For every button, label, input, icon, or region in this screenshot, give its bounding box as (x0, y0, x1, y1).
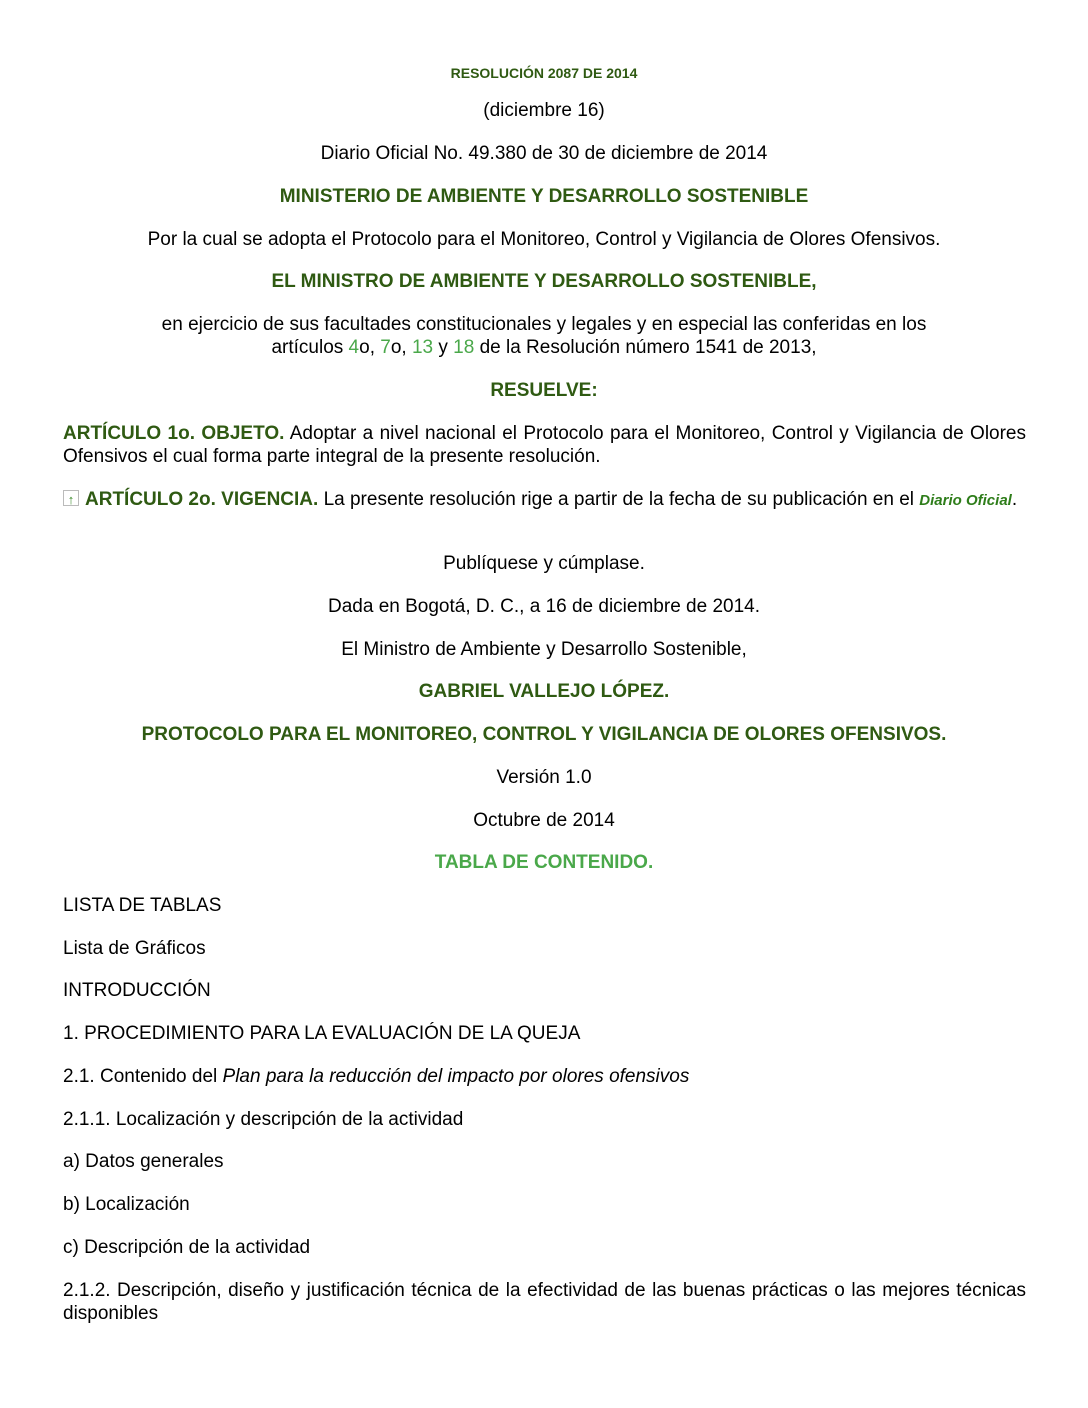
toc-item (63, 1066, 689, 1088)
ministerio-heading: MINISTERIO DE AMBIENTE Y DESARROLLO SOSTENIBLE (279, 186, 809, 207)
articulo-1-label: ARTÍCULO 1o. OBJETO. (63, 423, 285, 444)
toc-item: c) Descripción de la actividad (63, 1237, 311, 1258)
protocolo-title: PROTOCOLO PARA EL MONITOREO, CONTROL Y VIGILANCIA DE OLORES OFENSIVOS. (141, 724, 947, 745)
dada-line: Dada en Bogotá, D. C., a 16 de diciembre de 2014. (328, 596, 760, 617)
facultades-suffix: de la Resolución número 1541 de 2013, (474, 337, 817, 358)
toc-item: 2.1.2. Descripción, diseño y justificación técnica de la efectividad de las buenas prácticas o las mejores técnicas disponibles (63, 1280, 1026, 1324)
articulo-2-label: ARTÍCULO 2o. VIGENCIA. (85, 489, 319, 510)
articulo-13-link[interactable]: 13 (411, 337, 434, 358)
protocolo-fecha: Octubre de 2014 (473, 810, 615, 831)
publiquese-line: Publíquese y cúmplase. (443, 553, 645, 574)
protocolo-version: Versión 1.0 (496, 767, 592, 788)
articulo-7-link[interactable]: 7 (380, 337, 391, 358)
facultades-line-1: en ejercicio de sus facultades constitucionales y legales y en especial las conferidas en los (161, 314, 927, 335)
toc-item: b) Localización (63, 1194, 190, 1215)
articulo-2-paragraph (63, 488, 1026, 512)
firma-cargo: El Ministro de Ambiente y Desarrollo Sostenible, (341, 639, 747, 660)
facultades-prefix: artículos (271, 337, 349, 358)
articulo-18-link[interactable]: 18 (453, 337, 475, 358)
resolution-subject: Por la cual se adopta el Protocolo para el Monitoreo, Control y Vigilancia de Olores Ofensivos. (147, 229, 941, 250)
toc-item-italic: Plan para la reducción del impacto por olores ofensivos (222, 1066, 690, 1087)
diario-oficial-line: Diario Oficial No. 49.380 de 30 de diciembre de 2014 (320, 143, 768, 164)
resolution-title: RESOLUCIÓN 2087 DE 2014 (450, 65, 638, 81)
articulo-2-text: La presente resolución rige a partir de la fecha de su publicación en el (323, 489, 915, 510)
art-separator: o, (390, 337, 412, 358)
toc-item: 2.1.1. Localización y descripción de la actividad (63, 1109, 464, 1130)
toc-item: LISTA DE TABLAS (63, 895, 222, 916)
toc-item: a) Datos generales (63, 1151, 224, 1172)
art-separator: y (433, 337, 454, 358)
facultades-line-2 (0, 337, 1088, 359)
art-separator: o, (359, 337, 381, 358)
diario-oficial-link[interactable]: Diario Oficial (919, 492, 1012, 509)
toc-item: INTRODUCCIÓN (63, 980, 211, 1001)
resuelve-heading: RESUELVE: (490, 380, 598, 401)
toc-item: Lista de Gráficos (63, 938, 206, 959)
tabla-contenido-heading: TABLA DE CONTENIDO. (434, 852, 654, 873)
articulo-4-link[interactable]: 4 (348, 337, 360, 358)
resolution-date: (diciembre 16) (483, 100, 605, 121)
up-arrow-icon[interactable] (63, 490, 79, 506)
firma-nombre: GABRIEL VALLEJO LÓPEZ. (418, 681, 670, 702)
toc-item-prefix: 2.1. Contenido del (63, 1066, 223, 1087)
articulo-1-text: Adoptar a nivel nacional el Protocolo para el Monitoreo, Control y Vigilancia de Olores Ofensivos el cual forma parte integral de la presente resolución. (63, 423, 1026, 467)
ministro-heading: EL MINISTRO DE AMBIENTE Y DESARROLLO SOSTENIBLE, (271, 271, 817, 292)
articulo-2-end: . (1011, 489, 1018, 510)
articulo-1-paragraph (63, 422, 1026, 468)
toc-item: 1. PROCEDIMIENTO PARA LA EVALUACIÓN DE LA QUEJA (63, 1023, 581, 1044)
